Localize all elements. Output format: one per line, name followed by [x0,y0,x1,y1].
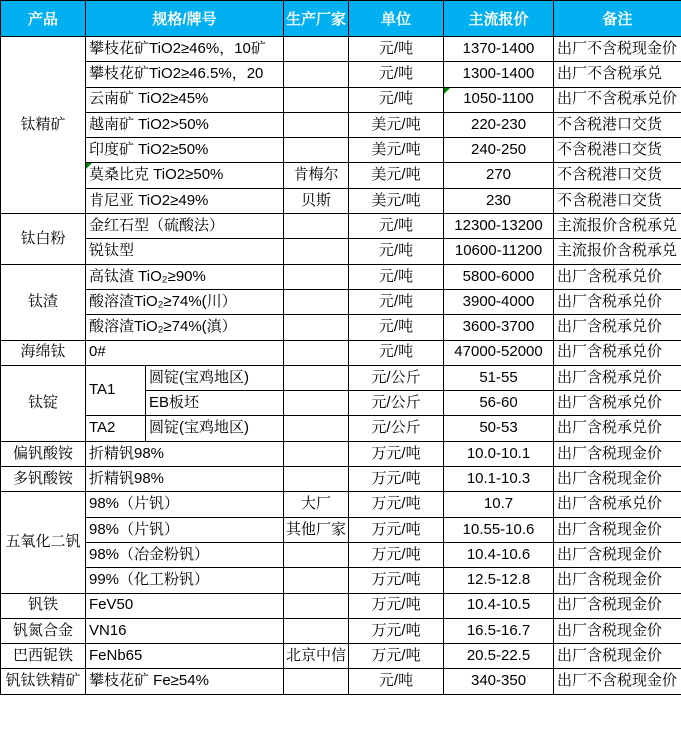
maker-cell [284,62,349,87]
note-cell: 出厂含税承兑价 [554,391,681,416]
unit-cell: 美元/吨 [349,138,444,163]
spec-cell: 云南矿 TiO2≥45% [86,87,284,112]
unit-cell: 万元/吨 [349,644,444,669]
spec-cell: FeNb65 [86,644,284,669]
unit-cell: 美元/吨 [349,112,444,137]
table-row [1,644,681,669]
product-cell: 钛白粉 [1,214,86,265]
spec-cell: FeV50 [86,593,284,618]
spec-cell: 肯尼亚 TiO2≥49% [86,188,284,213]
note-cell: 出厂含税现金价 [554,542,681,567]
table-row [1,112,681,137]
note-cell: 出厂含税现金价 [554,467,681,492]
spec-cell: 圆锭(宝鸡地区) [146,416,284,441]
spec-cell: 圆锭(宝鸡地区) [146,365,284,390]
spec-cell: 攀枝花矿TiO2≥46.5%，20 [86,62,284,87]
grade-cell: TA2 [86,416,146,441]
unit-cell: 元/公斤 [349,391,444,416]
unit-cell: 万元/吨 [349,542,444,567]
note-cell: 出厂含税承兑价 [554,492,681,517]
table-row [1,542,681,567]
table-row [1,416,681,441]
note-cell: 出厂含税承兑价 [554,365,681,390]
price-cell: 12300-13200 [444,214,554,239]
spec-cell: 98%（冶金粉钒） [86,542,284,567]
unit-cell: 元/公斤 [349,416,444,441]
spec-cell: 99%（化工粉钒） [86,568,284,593]
note-cell: 出厂含税现金价 [554,644,681,669]
note-cell: 不含税港口交货 [554,138,681,163]
table-row [1,62,681,87]
unit-cell: 美元/吨 [349,163,444,188]
table-row [1,441,681,466]
spec-cell: 高钛渣 TiO₂≥90% [86,264,284,289]
product-cell: 巴西铌铁 [1,644,86,669]
product-cell: 钒氮合金 [1,618,86,643]
product-cell: 钒钛铁精矿 [1,669,86,694]
price-cell [444,87,554,112]
note-cell: 不含税港口交货 [554,112,681,137]
maker-cell: 北京中信 [284,644,349,669]
unit-cell: 万元/吨 [349,492,444,517]
unit-cell: 元/吨 [349,669,444,694]
price-value: 1050-1100 [463,90,534,108]
price-cell: 50-53 [444,416,554,441]
spec-cell: 98%（片钒） [86,492,284,517]
unit-cell: 元/吨 [349,214,444,239]
col-header-spec: 规格/牌号 [86,1,284,37]
note-cell: 出厂含税承兑价 [554,416,681,441]
note-cell: 出厂不含税现金价 [554,37,681,62]
price-cell: 51-55 [444,365,554,390]
spec-cell: 折精钒98% [86,467,284,492]
unit-cell: 元/吨 [349,239,444,264]
maker-cell [284,618,349,643]
note-cell: 出厂含税现金价 [554,517,681,542]
maker-cell [284,214,349,239]
note-cell: 出厂含税承兑价 [554,315,681,340]
table-row [1,239,681,264]
col-header-unit: 单位 [349,1,444,37]
spec-cell: 印度矿 TiO2≥50% [86,138,284,163]
unit-cell: 万元/吨 [349,593,444,618]
product-cell: 钛精矿 [1,37,86,214]
col-header-note: 备注 [554,1,681,37]
note-cell: 出厂不含税承兑价 [554,87,681,112]
price-cell: 12.5-12.8 [444,568,554,593]
table-row [1,517,681,542]
spec-cell: 折精钒98% [86,441,284,466]
unit-cell: 万元/吨 [349,618,444,643]
price-cell: 220-230 [444,112,554,137]
price-cell: 20.5-22.5 [444,644,554,669]
spec-cell: 越南矿 TiO2>50% [86,112,284,137]
price-cell: 10.1-10.3 [444,467,554,492]
maker-cell: 大厂 [284,492,349,517]
spec-cell: 锐钛型 [86,239,284,264]
note-cell: 出厂含税承兑价 [554,340,681,365]
maker-cell [284,467,349,492]
product-cell: 钛锭 [1,365,86,441]
price-cell: 3900-4000 [444,289,554,314]
maker-cell [284,391,349,416]
note-cell: 出厂含税现金价 [554,441,681,466]
note-cell: 出厂含税现金价 [554,593,681,618]
maker-cell [284,568,349,593]
maker-cell [284,416,349,441]
note-cell: 出厂含税承兑价 [554,289,681,314]
note-cell: 出厂含税现金价 [554,618,681,643]
note-cell: 出厂不含税承兑 [554,62,681,87]
maker-cell [284,365,349,390]
maker-cell [284,239,349,264]
table-row [1,492,681,517]
maker-cell [284,669,349,694]
note-cell: 主流报价含税承兑 [554,239,681,264]
spec-cell: 98%（片钒） [86,517,284,542]
unit-cell: 万元/吨 [349,467,444,492]
unit-cell: 美元/吨 [349,188,444,213]
price-cell: 340-350 [444,669,554,694]
col-header-product: 产品 [1,1,86,37]
unit-cell: 元/吨 [349,87,444,112]
grade-cell: TA1 [86,365,146,416]
maker-cell [284,593,349,618]
comment-flag-icon [444,88,450,94]
maker-cell [284,37,349,62]
spec-cell [86,163,284,188]
price-cell: 230 [444,188,554,213]
price-cell: 16.5-16.7 [444,618,554,643]
maker-cell [284,138,349,163]
maker-cell [284,542,349,567]
product-cell: 钛渣 [1,264,86,340]
product-cell: 海绵钛 [1,340,86,365]
table-row [1,315,681,340]
spec-cell: 酸溶渣TiO₂≥74%(川） [86,289,284,314]
table-row [1,618,681,643]
unit-cell: 元/吨 [349,340,444,365]
price-cell: 1370-1400 [444,37,554,62]
table-row [1,37,681,62]
table-row [1,593,681,618]
table-row [1,138,681,163]
unit-cell: 元/吨 [349,264,444,289]
maker-cell [284,87,349,112]
table-row [1,669,681,694]
maker-cell [284,340,349,365]
spec-cell: 0# [86,340,284,365]
price-cell: 10.7 [444,492,554,517]
price-cell: 10.4-10.6 [444,542,554,567]
maker-cell [284,289,349,314]
table-row [1,467,681,492]
table-row [1,289,681,314]
product-cell: 偏钒酸铵 [1,441,86,466]
unit-cell: 元/吨 [349,289,444,314]
spec-cell: 攀枝花矿TiO2≥46%，10矿 [86,37,284,62]
unit-cell: 元/吨 [349,37,444,62]
table-row [1,87,681,112]
price-cell: 10600-11200 [444,239,554,264]
spec-cell: 攀枝花矿 Fe≥54% [86,669,284,694]
price-cell: 47000-52000 [444,340,554,365]
header-row [1,1,681,37]
unit-cell: 万元/吨 [349,517,444,542]
table-row [1,365,681,390]
maker-cell [284,264,349,289]
maker-cell: 肯梅尔 [284,163,349,188]
note-cell: 不含税港口交货 [554,188,681,213]
note-cell: 出厂含税现金价 [554,568,681,593]
price-cell: 270 [444,163,554,188]
table-row [1,188,681,213]
table-row [1,163,681,188]
price-cell: 56-60 [444,391,554,416]
table-row [1,214,681,239]
table-row [1,340,681,365]
table-row [1,264,681,289]
note-cell: 出厂含税承兑价 [554,264,681,289]
price-cell: 1300-1400 [444,62,554,87]
table-row [1,568,681,593]
spec-cell: 酸溶渣TiO₂≥74%(滇） [86,315,284,340]
price-cell: 240-250 [444,138,554,163]
note-cell: 不含税港口交货 [554,163,681,188]
unit-cell: 元/吨 [349,315,444,340]
col-header-price: 主流报价 [444,1,554,37]
unit-cell: 万元/吨 [349,441,444,466]
maker-cell [284,112,349,137]
maker-cell: 其他厂家 [284,517,349,542]
price-cell: 5800-6000 [444,264,554,289]
unit-cell: 万元/吨 [349,568,444,593]
spec-cell: VN16 [86,618,284,643]
comment-flag-icon [86,163,92,169]
spec-value: 莫桑比克 TiO2≥50% [89,166,224,184]
product-cell: 五氧化二钒 [1,492,86,593]
unit-cell: 元/吨 [349,62,444,87]
price-cell: 10.4-10.5 [444,593,554,618]
spec-cell: 金红石型（硫酸法） [86,214,284,239]
price-cell: 3600-3700 [444,315,554,340]
maker-cell: 贝斯 [284,188,349,213]
maker-cell [284,441,349,466]
note-cell: 出厂不含税现金价 [554,669,681,694]
product-cell: 钒铁 [1,593,86,618]
unit-cell: 元/公斤 [349,365,444,390]
product-cell: 多钒酸铵 [1,467,86,492]
price-cell: 10.0-10.1 [444,441,554,466]
maker-cell [284,315,349,340]
note-cell: 主流报价含税承兑 [554,214,681,239]
spec-cell: EB板坯 [146,391,284,416]
price-cell: 10.55-10.6 [444,517,554,542]
col-header-maker: 生产厂家 [284,1,349,37]
